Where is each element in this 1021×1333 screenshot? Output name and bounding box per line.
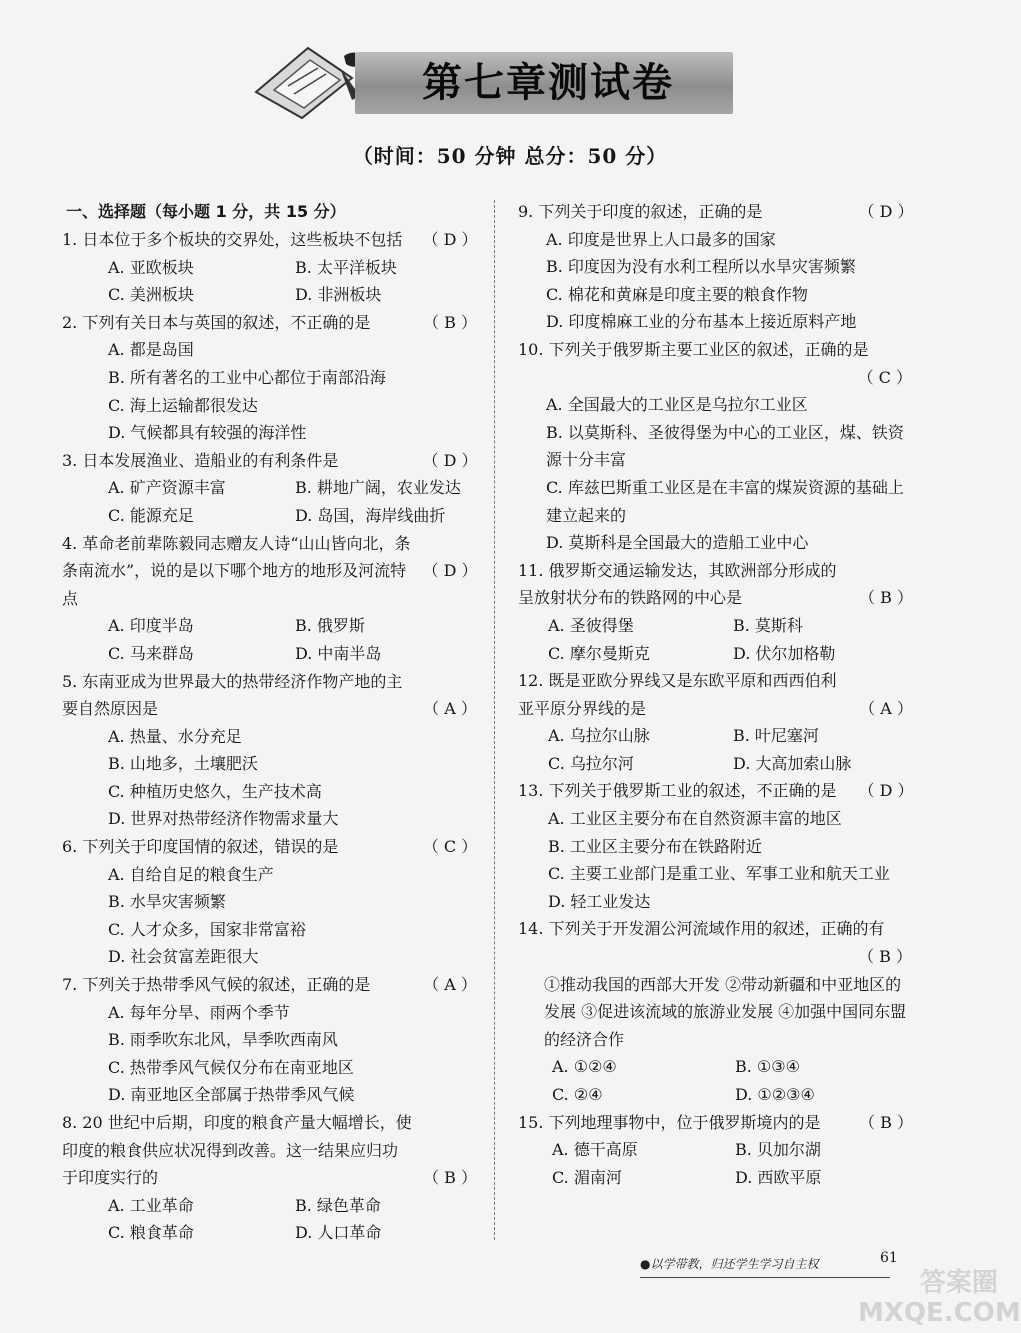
option: B. 水旱灾害频繁 bbox=[108, 892, 226, 912]
question-stem: 3. 日本发展渔业、造船业的有利条件是 bbox=[62, 450, 339, 470]
section-title: 一、选择题（每小题 1 分，共 15 分） bbox=[66, 202, 346, 221]
option: D. ①②③④ bbox=[735, 1085, 815, 1104]
option: D. 岛国，海岸线曲折 bbox=[295, 505, 446, 525]
answer-mark: （ C ） bbox=[422, 837, 478, 857]
option: C. 人才众多，国家非常富裕 bbox=[108, 919, 306, 939]
question-10 bbox=[518, 336, 918, 557]
answer-mark: （ A ） bbox=[859, 698, 913, 718]
question-5 bbox=[62, 668, 482, 834]
answer-mark: （ A ） bbox=[423, 699, 477, 719]
chapter-banner-decoration-icon bbox=[248, 38, 368, 120]
question-7 bbox=[62, 971, 482, 1109]
option: D. 莫斯科是全国最大的造船工业中心 bbox=[546, 533, 809, 553]
answer-mark: （ B ） bbox=[858, 947, 912, 967]
option: C. 棉花和黄麻是印度主要的粮食作物 bbox=[546, 284, 808, 304]
option: A. 工业革命 bbox=[108, 1195, 194, 1215]
option: B. 工业区主要分布在铁路附近 bbox=[548, 836, 762, 856]
question-stem: 1. 日本位于多个板块的交界处，这些板块不包括 bbox=[62, 230, 403, 249]
answer-mark: （ D ） bbox=[422, 561, 478, 581]
option: C. 热带季风气候仅分布在南亚地区 bbox=[108, 1057, 354, 1077]
option: A. 工业区主要分布在自然资源丰富的地区 bbox=[548, 809, 842, 829]
question-stem: 7. 下列关于热带季风气候的叙述，正确的是 bbox=[62, 975, 371, 995]
option: A. 矿产资源丰富 bbox=[108, 478, 226, 498]
answer-mark: （ D ） bbox=[858, 202, 914, 221]
question-stem: 10. 下列关于俄罗斯主要工业区的叙述，正确的是 bbox=[518, 339, 869, 359]
question-3 bbox=[62, 447, 482, 530]
answer-mark: （ B ） bbox=[859, 1112, 913, 1132]
option: C. 摩尔曼斯克 bbox=[548, 643, 650, 663]
question-stem: 13. 下列关于俄罗斯工业的叙述，不正确的是 bbox=[518, 781, 837, 801]
option: B. 俄罗斯 bbox=[295, 616, 365, 636]
question-8 bbox=[62, 1109, 482, 1247]
answer-mark: （ C ） bbox=[857, 367, 912, 387]
option: C. ②④ bbox=[552, 1085, 603, 1104]
option: D. 气候都具有较强的海洋性 bbox=[108, 423, 307, 443]
answer-mark: （ D ） bbox=[858, 781, 914, 801]
option: C. 库兹巴斯重工业区是在丰富的煤炭资源的基础上建立起来的 bbox=[546, 477, 904, 525]
option: A. 都是岛国 bbox=[108, 340, 194, 360]
option: B. 山地多，土壤肥沃 bbox=[108, 754, 258, 774]
footer-slogan: ●以学带教，归还学生学习自主权 bbox=[640, 1255, 890, 1278]
option: A. 自给自足的粮食生产 bbox=[108, 864, 274, 884]
answer-mark: （ B ） bbox=[859, 588, 913, 608]
question-stem: 6. 下列关于印度国情的叙述，错误的是 bbox=[62, 837, 339, 857]
question-9 bbox=[518, 198, 918, 336]
option: A. 乌拉尔山脉 bbox=[548, 726, 650, 746]
option: C. 粮食革命 bbox=[108, 1223, 194, 1243]
option: D. 中南半岛 bbox=[295, 643, 382, 663]
option: C. 乌拉尔河 bbox=[548, 753, 634, 773]
question-6 bbox=[62, 833, 482, 971]
answer-mark: （ B ） bbox=[423, 1168, 477, 1188]
option: D. 伏尔加格勒 bbox=[733, 643, 836, 663]
answer-mark: （ D ） bbox=[422, 230, 478, 249]
option: A. ①②④ bbox=[552, 1057, 617, 1077]
left-column bbox=[62, 198, 482, 1247]
option: D. 人口革命 bbox=[295, 1223, 382, 1243]
column-divider bbox=[494, 200, 495, 1240]
option: A. 德干高原 bbox=[552, 1140, 638, 1160]
question-stem: 11. 俄罗斯交通运输发达，其欧洲部分形成的呈放射状分布的铁路网的中心是 bbox=[518, 560, 837, 608]
option: D. 非洲板块 bbox=[295, 285, 382, 305]
option: A. 亚欧板块 bbox=[108, 257, 194, 277]
option: C. 能源充足 bbox=[108, 505, 194, 525]
option: C. 种植历史悠久，生产技术高 bbox=[108, 781, 322, 801]
option: B. 雨季吹东北风，旱季吹西南风 bbox=[108, 1030, 338, 1050]
exam-subtitle: （时间：50 分钟 总分：50 分） bbox=[352, 144, 668, 168]
option: B. 贝加尔湖 bbox=[735, 1140, 821, 1160]
option: B. 耕地广阔，农业发达 bbox=[295, 478, 461, 498]
question-stem: 8. 20 世纪中后期，印度的粮食产量大幅增长，使印度的粮食供应状况得到改善。这一结果应归功于印度实行的 bbox=[62, 1113, 412, 1188]
option: D. 南亚地区全部属于热带季风气候 bbox=[108, 1085, 355, 1105]
option: C. 海上运输都很发达 bbox=[108, 395, 258, 415]
question-stem: 15. 下列地理事物中，位于俄罗斯境内的是 bbox=[518, 1112, 821, 1132]
watermark: 答案圈 MXQE.COM bbox=[858, 1268, 1021, 1328]
question-14 bbox=[518, 915, 918, 1108]
option: D. 西欧平原 bbox=[735, 1167, 822, 1187]
question-2 bbox=[62, 309, 482, 447]
option: B. 绿色革命 bbox=[295, 1195, 381, 1215]
option: B. 印度因为没有水利工程所以水旱灾害频繁 bbox=[546, 257, 856, 277]
option: D. 世界对热带经济作物需求量大 bbox=[108, 809, 339, 829]
option: A. 印度是世界上人口最多的国家 bbox=[546, 229, 776, 249]
question-4 bbox=[62, 530, 482, 668]
question-stem: 9. 下列关于印度的叙述，正确的是 bbox=[518, 202, 763, 221]
answer-mark: （ D ） bbox=[422, 450, 478, 470]
option: D. 大高加索山脉 bbox=[733, 753, 852, 773]
right-column bbox=[518, 198, 918, 1191]
answer-mark: （ B ） bbox=[423, 312, 477, 332]
option: C. 美洲板块 bbox=[108, 285, 194, 305]
option: B. 莫斯科 bbox=[733, 615, 803, 635]
question-stem: 12. 既是亚欧分界线又是东欧平原和西西伯利亚平原分界线的是 bbox=[518, 671, 837, 718]
option: D. 轻工业发达 bbox=[548, 891, 651, 911]
option: D. 社会贫富差距很大 bbox=[108, 947, 259, 967]
question-11 bbox=[518, 557, 918, 667]
option: A. 圣彼得堡 bbox=[548, 615, 634, 635]
option: B. 所有著名的工业中心都位于南部沿海 bbox=[108, 367, 386, 387]
option: A. 热量、水分充足 bbox=[108, 726, 242, 746]
question-statements: ①推动我国的西部大开发 ②带动新疆和中亚地区的发展 ③促进该流域的旅游业发展 ④加强中国同东盟的经济合作 bbox=[544, 974, 907, 1049]
question-12 bbox=[518, 667, 918, 777]
option: A. 印度半岛 bbox=[108, 616, 194, 636]
option: C. 主要工业部门是重工业、军事工业和航天工业 bbox=[548, 864, 890, 884]
question-15 bbox=[518, 1109, 918, 1192]
question-stem: 2. 下列有关日本与英国的叙述，不正确的是 bbox=[62, 312, 371, 332]
option: B. 叶尼塞河 bbox=[733, 726, 819, 746]
option: A. 全国最大的工业区是乌拉尔工业区 bbox=[546, 395, 808, 415]
question-1 bbox=[62, 226, 482, 309]
answer-mark: （ A ） bbox=[423, 975, 477, 995]
question-stem: 4. 革命老前辈陈毅同志赠友人诗“山山皆向北，条条南流水”，说的是以下哪个地方的地形及河流特点 bbox=[62, 533, 411, 608]
page-title: 第七章测试卷 bbox=[422, 60, 674, 106]
question-13 bbox=[518, 777, 918, 915]
option: C. 马来群岛 bbox=[108, 643, 194, 663]
option: D. 印度棉麻工业的分布基本上接近原料产地 bbox=[546, 312, 857, 332]
question-stem: 14. 下列关于开发湄公河流域作用的叙述，正确的有 bbox=[518, 919, 885, 939]
option: B. 以莫斯科、圣彼得堡为中心的工业区，煤、铁资源十分丰富 bbox=[546, 422, 904, 470]
option: B. 太平洋板块 bbox=[295, 257, 397, 277]
option: C. 湄南河 bbox=[552, 1167, 622, 1187]
option: A. 每年分旱、雨两个季节 bbox=[108, 1002, 290, 1022]
option: B. ①③④ bbox=[735, 1057, 800, 1077]
page-number: 61 bbox=[880, 1250, 898, 1266]
question-stem: 5. 东南亚成为世界最大的热带经济作物产地的主要自然原因是 bbox=[62, 671, 403, 719]
